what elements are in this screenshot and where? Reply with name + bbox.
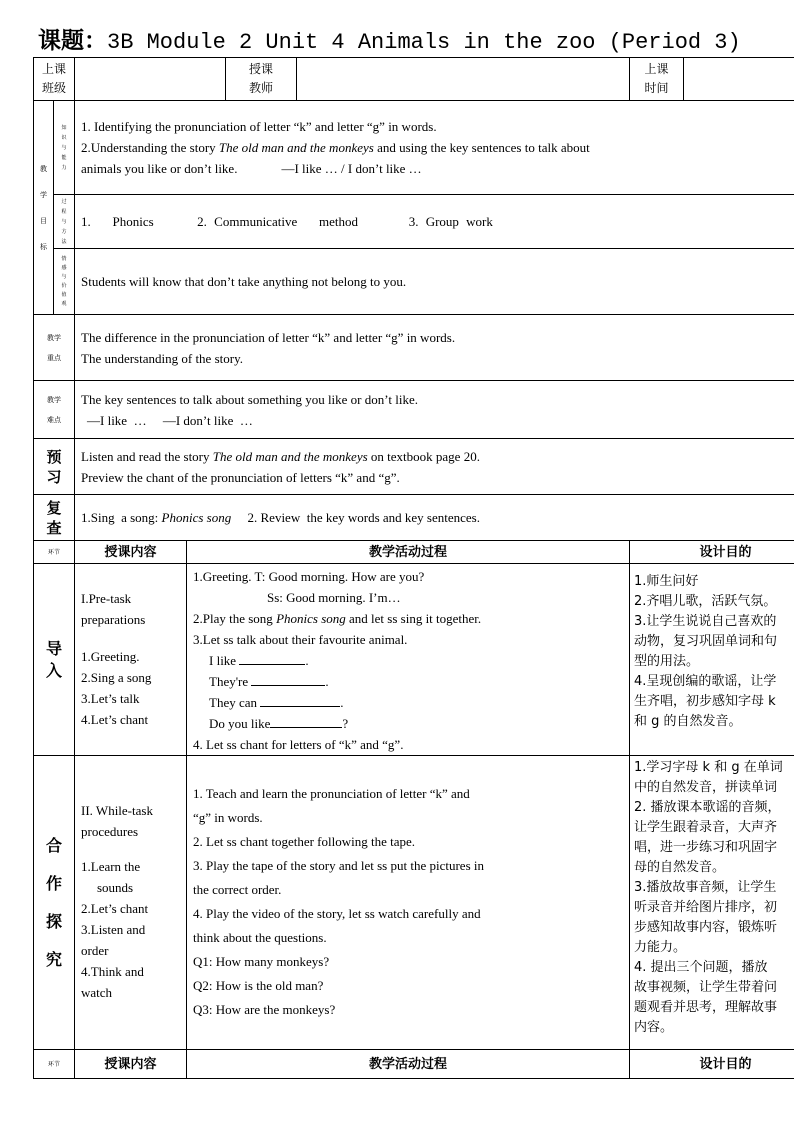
- section-intro-row: [34, 564, 794, 756]
- review-text: 1.Sing a song: Phonics song 2. Review the key words and key sentences.: [75, 495, 794, 541]
- emotion-text: Students will know that don’t take anything not belong to you.: [75, 249, 794, 315]
- col-purpose-header: 设计目的: [630, 541, 794, 564]
- col-step-header-2: 环节: [34, 1050, 75, 1079]
- objectives-process-row: [34, 195, 794, 249]
- intro-process: 1.Greeting. T: Good morning. How are you? Ss: Good morning. I’m… 2.Play the song Phonics song and let ss sing it together. 3.Let ss talk about their favourite animal. I like . They're . They can . Do you like ? 4. Let ss chant for letters of “k” and “g”.: [187, 564, 630, 756]
- objectives-knowledge-row: [34, 101, 794, 195]
- lesson-title: [38, 22, 741, 55]
- explore-purpose: 1.学习字母 k 和 g 在单词 中的自然发音，拼读单词 2. 播放课本歌谣的音频， 让学生跟着录音，大声齐 唱，进一步练习和巩固字 母的自然发音。 3.播放故事音频，让学生 听录音并给图片排序，初 步感知故事内容，锻炼听 力能力。 4. 提出三个问题，播放 故事视频，让学生带着问 题观看并思考，理解故事 内容。: [630, 756, 794, 1050]
- key-points-label: 教学重点: [34, 315, 75, 381]
- process-method-label: 过程与方法: [54, 195, 75, 249]
- key-points-row: [34, 315, 794, 381]
- preview-label: 预习: [34, 439, 75, 495]
- explore-content: II. While-task procedures 1.Learn the sounds 2.Let’s chant 3.Listen and order 4.Think and watch: [75, 756, 187, 1050]
- teacher-label: 授课教师: [226, 58, 297, 101]
- class-value[interactable]: [75, 58, 226, 101]
- objectives-label: 教学目标: [34, 101, 54, 315]
- review-row: [34, 495, 794, 541]
- objectives-emotion-row: [34, 249, 794, 315]
- knowledge-text: 1. Identifying the pronunciation of letter “k” and letter “g” in words. 2.Understanding the story The old man and the monkeys and using the key sentences to talk about animals you like or don’t like. —I like … / I don’t like …: [75, 101, 794, 195]
- col-content-header: 授课内容: [75, 541, 187, 564]
- header-row: [34, 58, 794, 101]
- column-header-row: [34, 541, 794, 564]
- col-step-header: 环节: [34, 541, 75, 564]
- col-process-header: 教学活动过程: [187, 541, 630, 564]
- intro-label: 导入: [34, 564, 75, 756]
- difficulties-label: 教学难点: [34, 381, 75, 439]
- section-explore-row: [34, 756, 794, 1050]
- explore-label: 合 作 探 究: [34, 756, 75, 1050]
- teacher-value[interactable]: [297, 58, 630, 101]
- title-prefix: 课题：: [38, 28, 107, 54]
- column-header-row-2: [34, 1050, 794, 1079]
- knowledge-label: 知识与能力: [54, 101, 75, 195]
- class-label: 上课班级: [34, 58, 75, 101]
- lesson-plan-table: [33, 57, 794, 1079]
- intro-content: I.Pre-task preparations 1.Greeting. 2.Sing a song 3.Let’s talk 4.Let’s chant: [75, 564, 187, 756]
- difficulties-text: The key sentences to talk about something you like or don’t like. —I like … —I don’t like …: [75, 381, 794, 439]
- key-points-text: The difference in the pronunciation of letter “k” and letter “g” in words. The understanding of the story.: [75, 315, 794, 381]
- time-label: 上课时间: [630, 58, 684, 101]
- process-method-text: 1. Phonics 2. Communicative method 3. Group work: [75, 195, 794, 249]
- preview-row: [34, 439, 794, 495]
- title-text: 3B Module 2 Unit 4 Animals in the zoo (Period 3): [107, 30, 741, 55]
- col-process-header-2: 教学活动过程: [187, 1050, 630, 1079]
- preview-text: Listen and read the story The old man and the monkeys on textbook page 20. Preview the chant of the pronunciation of letters “k” and “g”.: [75, 439, 794, 495]
- col-purpose-header-2: 设计目的: [630, 1050, 794, 1079]
- intro-purpose: 1.师生问好 2.齐唱儿歌，活跃气氛。 3.让学生说说自己喜欢的 动物，复习巩固单词和句 型的用法。 4.呈现创编的歌谣，让学 生齐唱，初步感知字母 k 和 g 的自然发音。: [630, 564, 794, 756]
- difficulties-row: [34, 381, 794, 439]
- emotion-label: 情感与价值观: [54, 249, 75, 315]
- time-value[interactable]: [684, 58, 794, 101]
- col-content-header-2: 授课内容: [75, 1050, 187, 1079]
- explore-process: 1. Teach and learn the pronunciation of letter “k” and “g” in words. 2. Let ss chant together following the tape. 3. Play the tape of the story and let ss put the pictures in the correct order. 4. Play the video of the story, let ss watch carefully and think about the questions. Q1: How many monkeys? Q2: How is the old man? Q3: How are the monkeys?: [187, 756, 630, 1050]
- review-label: 复查: [34, 495, 75, 541]
